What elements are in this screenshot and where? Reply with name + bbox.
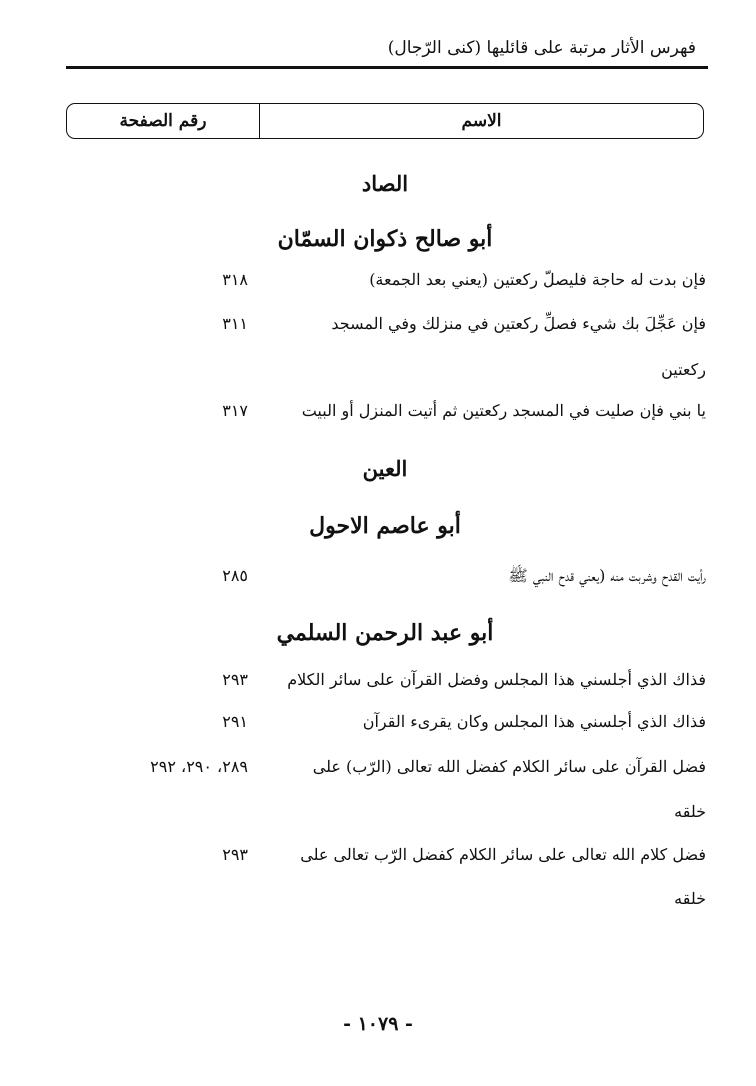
section-letter: العين [362,456,408,481]
column-header [66,103,704,139]
entry-text: فذاك الذي أجلسني هذا المجلس وكان يقرىء القرآن [362,712,706,731]
entry-continuation: خلقه [674,889,706,908]
entry-text: رأيت القدح وشربت منه (يعني قدح النبي ﷺ [508,566,706,585]
entry-text: فإن عَجِّلَ بك شيء فصلِّ ركعتين في منزلك وفي المسجد [331,314,706,333]
entry-text: فضل كلام الله تعالى على سائر الكلام كفضل الرّب تعالى على [300,845,706,864]
entry-pages: ٢٨٥ [222,566,248,585]
header-rule [66,66,708,69]
entry-text: فذاك الذي أجلسني هذا المجلس وفضل القرآن على سائر الكلام [287,670,706,689]
narrator-heading: أبو صالح ذكوان السمّان [277,226,493,252]
entry-pages: ٢٩٣ [222,670,248,689]
page-column-label: رقم الصفحة [119,111,207,131]
entry-text: فإن بدت له حاجة فليصلّ ركعتين (يعني بعد الجمعة) [369,270,706,289]
entry-pages: ٣١٧ [222,401,248,420]
name-column-label: الاسم [259,104,703,138]
entry-text: يا بني فإن صليت في المسجد ركعتين ثم أتيت المنزل أو البيت [301,401,706,420]
narrator-heading: أبو عاصم الاحول [309,513,461,539]
entry-text: فضل القرآن على سائر الكلام كفضل الله تعالى (الرّب) على [312,757,706,776]
entry-pages: ٣١١ [222,314,248,333]
entry-continuation: ركعتين [661,360,706,379]
entry-pages: ٢٨٩، ٢٩٠، ٢٩٢ [150,757,248,776]
entry-continuation: خلقه [674,802,706,821]
entry-pages: ٢٩٣ [222,845,248,864]
page-number: - ١٠٧٩ - [343,1013,413,1035]
entry-pages: ٢٩١ [222,712,248,731]
entry-pages: ٣١٨ [222,270,248,289]
narrator-heading: أبو عبد الرحمن السلمي [276,620,494,646]
running-title: فهرس الأثار مرتبة على قائليها (كنى الرّجال) [387,38,696,58]
section-letter: الصاد [361,171,409,196]
